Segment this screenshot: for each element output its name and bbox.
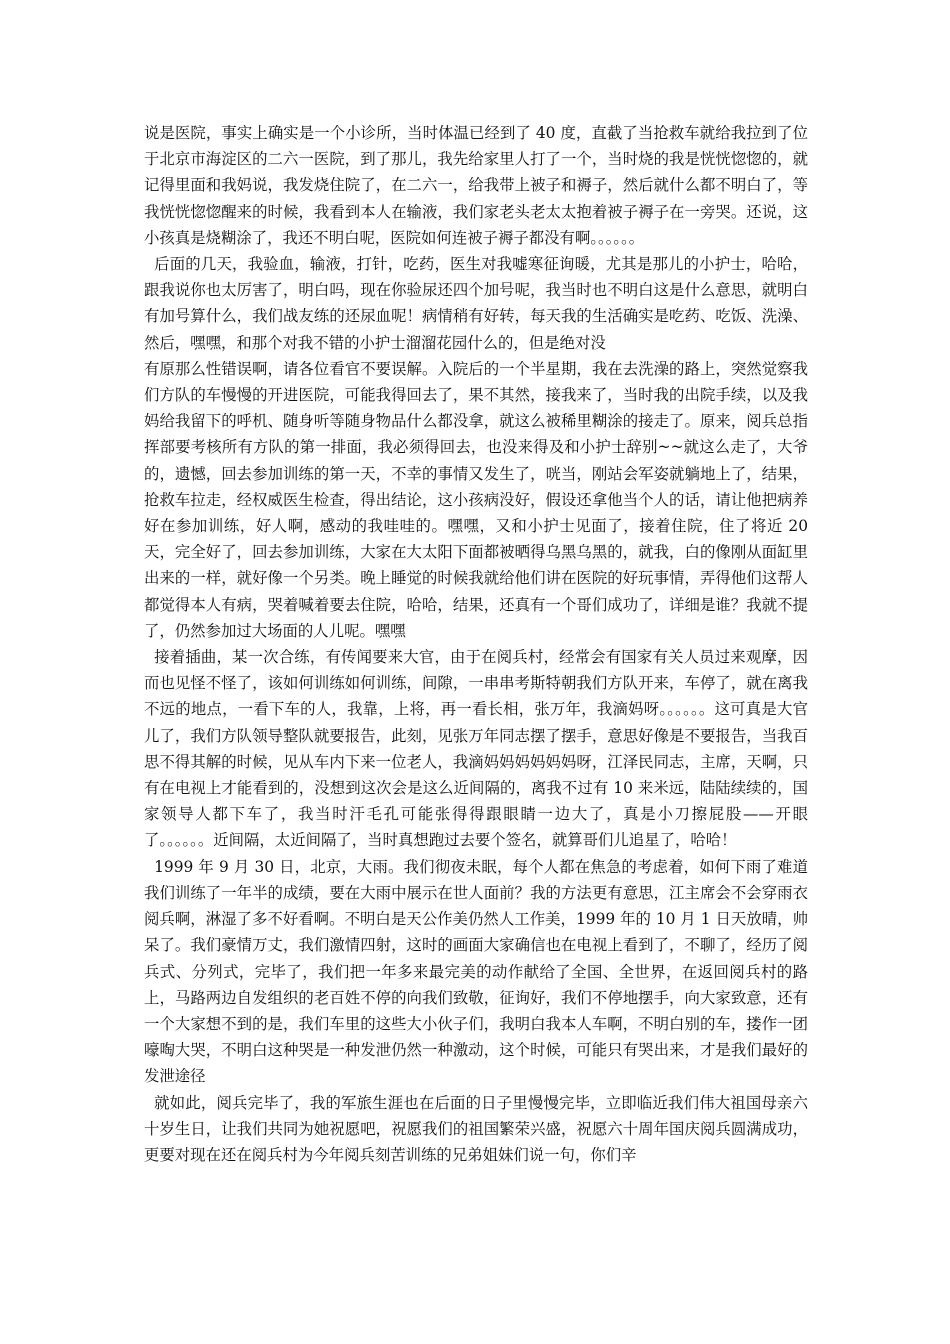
paragraph-5: 1999 年 9 月 30 日，北京，大雨。我们彻夜未眠，每个人都在焦急的考虑着，如何下雨了难道我们训练了一年半的成绩，要在大雨中展示在世人面前？我的方法更有意思，江主席会不会穿雨衣阅兵啊，淋湿了多不好看啊。不明白是天公作美仍然人工作美，1999 年的 10 月 1 日天放晴，帅呆了。我们豪情万丈，我们激情四射，这时的画面大家确信也在电视上看到了，不聊了，经历了阅兵式、分列式，完毕了，我们把一年多来最完美的动作献给了全国、全世界，在返回阅兵村的路上，马路两边自发组织的老百姓不停的向我们致敬，征询好，我们不停地摆手，向大家致意，还有一个大家想不到的是，我们车里的这些大小伙子们，我明白我本人车啊，不明白别的车，搂作一团嚎啕大哭，不明白这种哭是一种发泄仍然一种激动，这个时候，可能只有哭出来，才是我们最好的发泄途径 — [144, 857, 808, 1086]
paragraph-6: 就如此，阅兵完毕了，我的军旅生涯也在后面的日子里慢慢完毕，立即临近我们伟大祖国母亲六十岁生日，让我们共同为她祝愿吧，祝愿我们的祖国繁荣兴盛，祝愿六十周年国庆阅兵圆满成功，更要对现在还在阅兵村为今年阅兵刻苦训练的兄弟姐妹们说一句，你们辛 — [144, 1093, 808, 1164]
paragraph-3: 有原那么性错误啊，请各位看官不要误解。入院后的一个半星期，我在去洗澡的路上，突然觉察我们方队的车慢慢的开进医院，可能我得回去了，果不其然，接我来了，当时我的出院手续，以及我妈给我留下的呼机、随身听等随身物品什么都没拿，就这么被稀里糊涂的接走了。原来，阅兵总指挥部要考核所有方队的第一排面，我必须得回去，也没来得及和小护士辞别~~就这么走了，大爷的，遗憾，回去参加训练的第一天，不幸的事情又发生了，咣当，刚站会军姿就躺地上了，结果，抢救车拉走，经权威医生检查，得出结论，这小孩病没好，假设还拿他当个人的话，请让他把病养好在参加训练，好人啊，感动的我哇哇的。嘿嘿，又和小护士见面了，接着住院，住了将近 20 天，完全好了，回去参加训练，大家在大太阳下面都被晒得乌黑乌黑的，就我，白的像刚从面缸里出来的一样，就好像一个另类。晚上睡觉的时候我就给他们讲在医院的好玩事情，弄得他们这帮人都觉得本人有病，哭着喊着要去住院，哈哈，结果，还真有一个哥们成功了，详细是谁？我就不提了，仍然参加过大场面的人儿呢。嘿嘿 — [144, 359, 808, 640]
paragraph-1: 说是医院，事实上确实是一个小诊所，当时体温已经到了 40 度，直截了当抢救车就给我拉到了位于北京市海淀区的二六一医院，到了那儿，我先给家里人打了一个，当时烧的我是恍恍惚惚的，就记得里面和我妈说，我发烧住院了，在二六一，给我带上被子和褥子，然后就什么都不明白了，等我恍恍惚惚醒来的时候，我看到本人在输液，我们家老头老太太抱着被子褥子在一旁哭。还说，这小孩真是烧糊涂了，我还不明白呢，医院如何连被子褥子都没有啊。。。。。。 — [144, 124, 808, 247]
paragraph-4: 接着插曲，某一次合练，有传闻要来大官，由于在阅兵村，经常会有国家有关人员过来观摩，因而也见怪不怪了，该如何训练如何训练，间隙，一串串考斯特朝我们方队开来，车停了，就在离我不远的地点，一看下车的人，我靠，上将，再一看长相，张万年，我滴妈呀。。。。。。这可真是大官儿了，我们方队领导整队就要报告，此刻，见张万年同志摆了摆手，意思好像是不要报告，当我百思不得其解的时候，见从车内下来一位老人，我滴妈妈妈妈妈妈呀，江泽民同志，主席，天啊，只有在电视上才能看到的，没想到这次会是这么近间隔的，离我不过有 10 来米远，陆陆续续的，国家领导人都下车了，我当时汗毛孔可能张得得跟眼睛一边大了，真是小刀擦屁股——开眼了。。。。。。近间隔，太近间隔了，当时真想跑过去要个签名，就算哥们儿追星了，哈哈！ — [144, 648, 808, 850]
paragraph-2: 后面的几天，我验血，输液，打针，吃药，医生对我嘘寒征询暖，尤其是那儿的小护士，哈哈，跟我说你也太厉害了，明白吗，现在你验尿还四个加号呢，我当时也不明白这是什么意思，就明白有加号算什么，我们战友练的还尿血呢！病情稍有好转，每天我的生活确实是吃药、吃饭、洗澡、然后，嘿嘿，和那个对我不错的小护士溜溜花园什么的，但是绝对没 — [144, 255, 808, 352]
document-page — [144, 120, 808, 1168]
